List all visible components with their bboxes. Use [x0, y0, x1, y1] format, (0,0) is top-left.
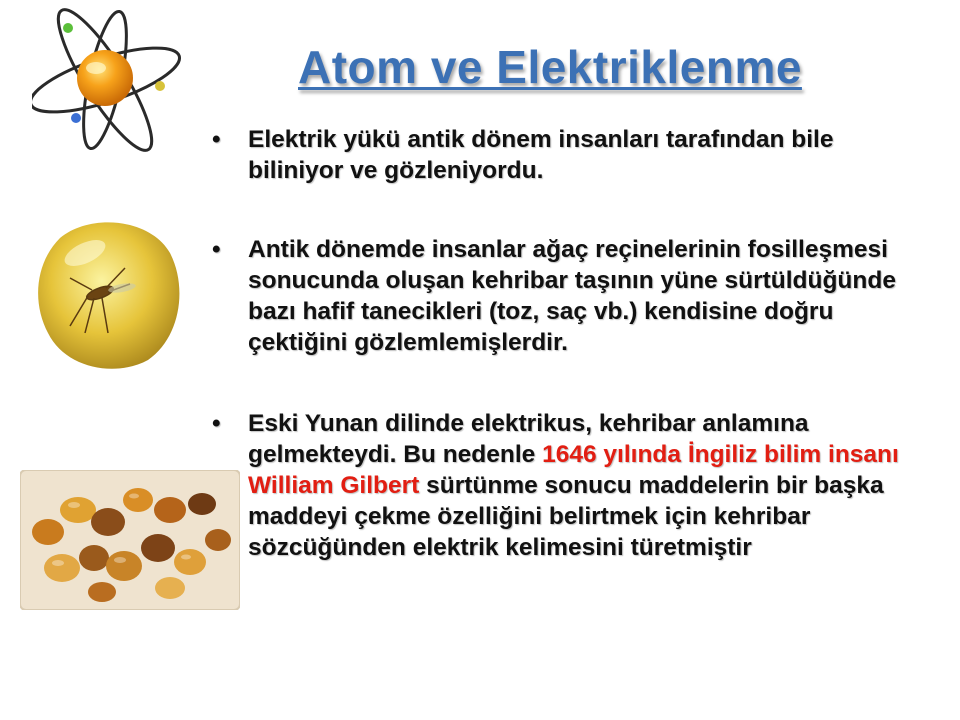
bullet-glyph: • [212, 410, 221, 437]
bullet-text: Elektrik yükü antik dönem insanları tarafından bile biliniyor ve gözleniyordu. [248, 126, 834, 184]
atom-model-icon [32, 0, 222, 165]
bullet-glyph: • [212, 126, 221, 153]
slide-title: Atom ve Elektriklenme [298, 41, 802, 93]
highlighted-text: 1646 yılında İngiliz bilim insanı William Gilbert [248, 441, 899, 499]
bullet-text: Antik dönemde insanlar ağaç reçinelerinin fosilleşmesi sonucunda oluşan kehribar taşının yüne sürtüldüğünde bazı hafif tanecikleri (toz, saç vb.) kendisine doğru çektiğini gözlemlemişlerdir. [248, 236, 896, 356]
bullet-text [248, 408, 912, 563]
bullet-item [212, 234, 912, 358]
bullet-item [212, 124, 912, 186]
bullet-item [212, 408, 912, 563]
bullet-text-after: sürtünme sonucu maddelerin bir başka maddeyi çekme özelliğini belirtmek için kehribar sözcüğünden elektrik kelimesini türetmiştir [248, 472, 884, 561]
bullet-text-before: Eski Yunan dilinde elektrikus, kehribar anlamına gelmekteydi. Bu nedenle [248, 410, 809, 468]
bullet-glyph: • [212, 236, 221, 263]
amber-fossil-image [30, 208, 180, 373]
amber-stones-image [20, 470, 240, 610]
